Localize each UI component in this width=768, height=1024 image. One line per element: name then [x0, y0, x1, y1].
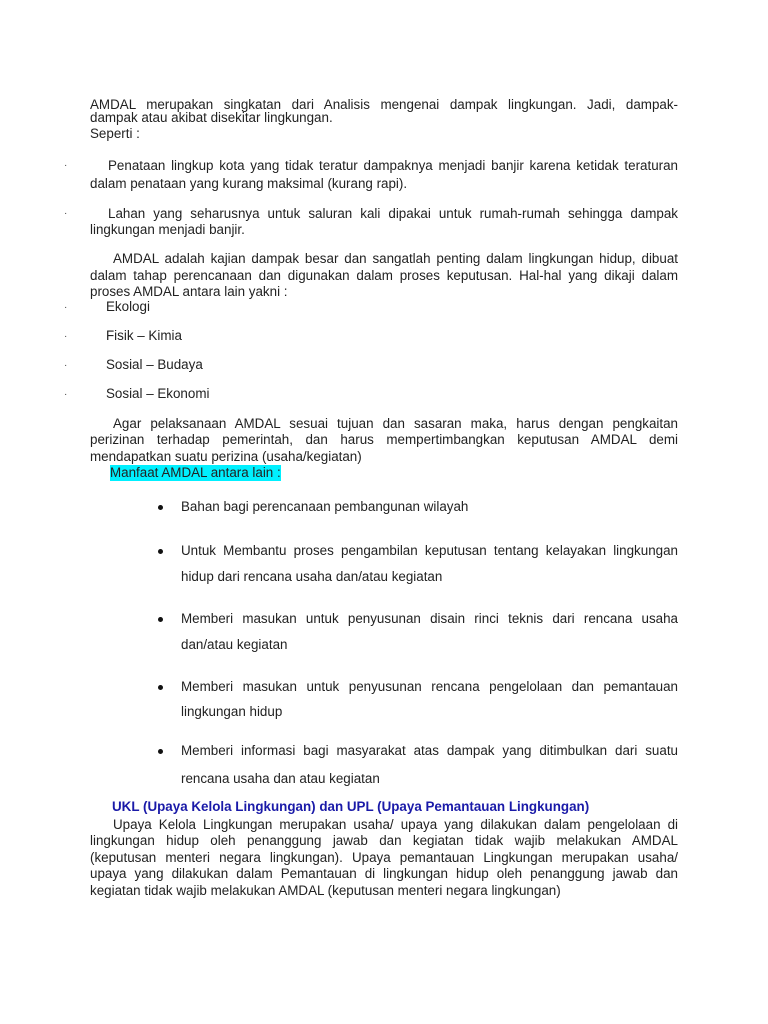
intro-line: AMDAL merupakan singkatan dari Analisis mengenai dampak lingkungan. Jadi, dampak- — [90, 97, 678, 112]
manfaat-item-line: lingkungan hidup — [181, 704, 283, 719]
manfaat-heading: Manfaat AMDAL antara lain : — [110, 465, 281, 480]
list-marker: · — [64, 302, 68, 313]
manfaat-item-line: Memberi masukan untuk penyusunan rencana pengelolaan dan pemantauan — [181, 679, 678, 694]
list-marker: · — [64, 360, 68, 371]
ukl-line: (keputusan menteri negara lingkungan). Upaya pemantauan Lingkungan merupakan usaha/ — [90, 850, 678, 865]
kajian-item: Ekologi — [106, 299, 150, 314]
bullet-icon — [158, 617, 163, 622]
kajian-line: dalam tahap perencanaan dan digunakan dalam proses keputusan. Hal-hal yang dikaji dalam — [90, 268, 678, 283]
manfaat-item-line: Untuk Membantu proses pengambilan keputusan tentang kelayakan lingkungan — [181, 543, 678, 558]
ukl-heading: UKL (Upaya Kelola Lingkungan) dan UPL (Upaya Pemantauan Lingkungan) — [112, 799, 590, 814]
bullet-icon — [158, 685, 163, 690]
manfaat-item-line: rencana usaha dan atau kegiatan — [181, 771, 380, 786]
ukl-line: Upaya Kelola Lingkungan merupakan usaha/ upaya yang dilakukan dalam pengelolaan di — [113, 817, 678, 832]
ukl-line: upaya yang dilakukan dalam Pemantauan di lingkungan hidup oleh penanggung jawab dan — [90, 866, 678, 881]
kajian-item: Sosial – Budaya — [106, 357, 203, 372]
kajian-line: AMDAL adalah kajian dampak besar dan sangatlah penting dalam lingkungan hidup, dibuat — [113, 251, 678, 266]
example-line: lingkungan menjadi banjir. — [90, 222, 245, 237]
bullet-icon — [158, 749, 163, 754]
kajian-item: Sosial – Ekonomi — [106, 386, 210, 401]
list-marker: · — [64, 331, 68, 342]
manfaat-item-line: hidup dari rencana usaha dan/atau kegiatan — [181, 569, 443, 584]
kajian-line: proses AMDAL antara lain yakni : — [90, 284, 288, 299]
intro-line: dampak atau akibat disekitar lingkungan. — [90, 110, 333, 125]
example-line: Lahan yang seharusnya untuk saluran kali dipakai untuk rumah-rumah sehingga dampak — [108, 206, 678, 221]
manfaat-item-line: dan/atau kegiatan — [181, 637, 288, 652]
example-line: dalam penataan yang kurang maksimal (kurang rapi). — [90, 176, 408, 191]
bullet-icon — [158, 505, 163, 510]
kajian-item: Fisik – Kimia — [106, 328, 182, 343]
seperti-label: Seperti : — [90, 126, 140, 141]
bullet-icon — [158, 549, 163, 554]
pelaksanaan-line: mendapatkan suatu perizina (usaha/kegiatan) — [90, 449, 362, 464]
example-line: Penataan lingkup kota yang tidak teratur dampaknya menjadi banjir karena ketidak teraturan — [108, 158, 678, 173]
ukl-line: lingkungan hidup oleh penanggung jawab dan kegiatan tidak wajib melakukan AMDAL — [90, 833, 678, 848]
manfaat-item-line: Bahan bagi perencanaan pembangunan wilayah — [181, 499, 469, 514]
manfaat-item-line: Memberi masukan untuk penyusunan disain rinci teknis dari rencana usaha — [181, 611, 678, 626]
manfaat-item-line: Memberi informasi bagi masyarakat atas dampak yang ditimbulkan dari suatu — [181, 743, 678, 758]
list-marker: · — [64, 160, 68, 171]
pelaksanaan-line: perizinan terhadap pemerintah, dan harus mempertimbangkan keputusan AMDAL demi — [90, 432, 678, 447]
ukl-line: kegiatan tidak wajib melakukan AMDAL (keputusan menteri negara lingkungan) — [90, 883, 561, 898]
pelaksanaan-line: Agar pelaksanaan AMDAL sesuai tujuan dan sasaran maka, harus dengan pengkaitan — [113, 416, 678, 431]
list-marker: · — [64, 208, 68, 219]
list-marker: · — [64, 389, 68, 400]
